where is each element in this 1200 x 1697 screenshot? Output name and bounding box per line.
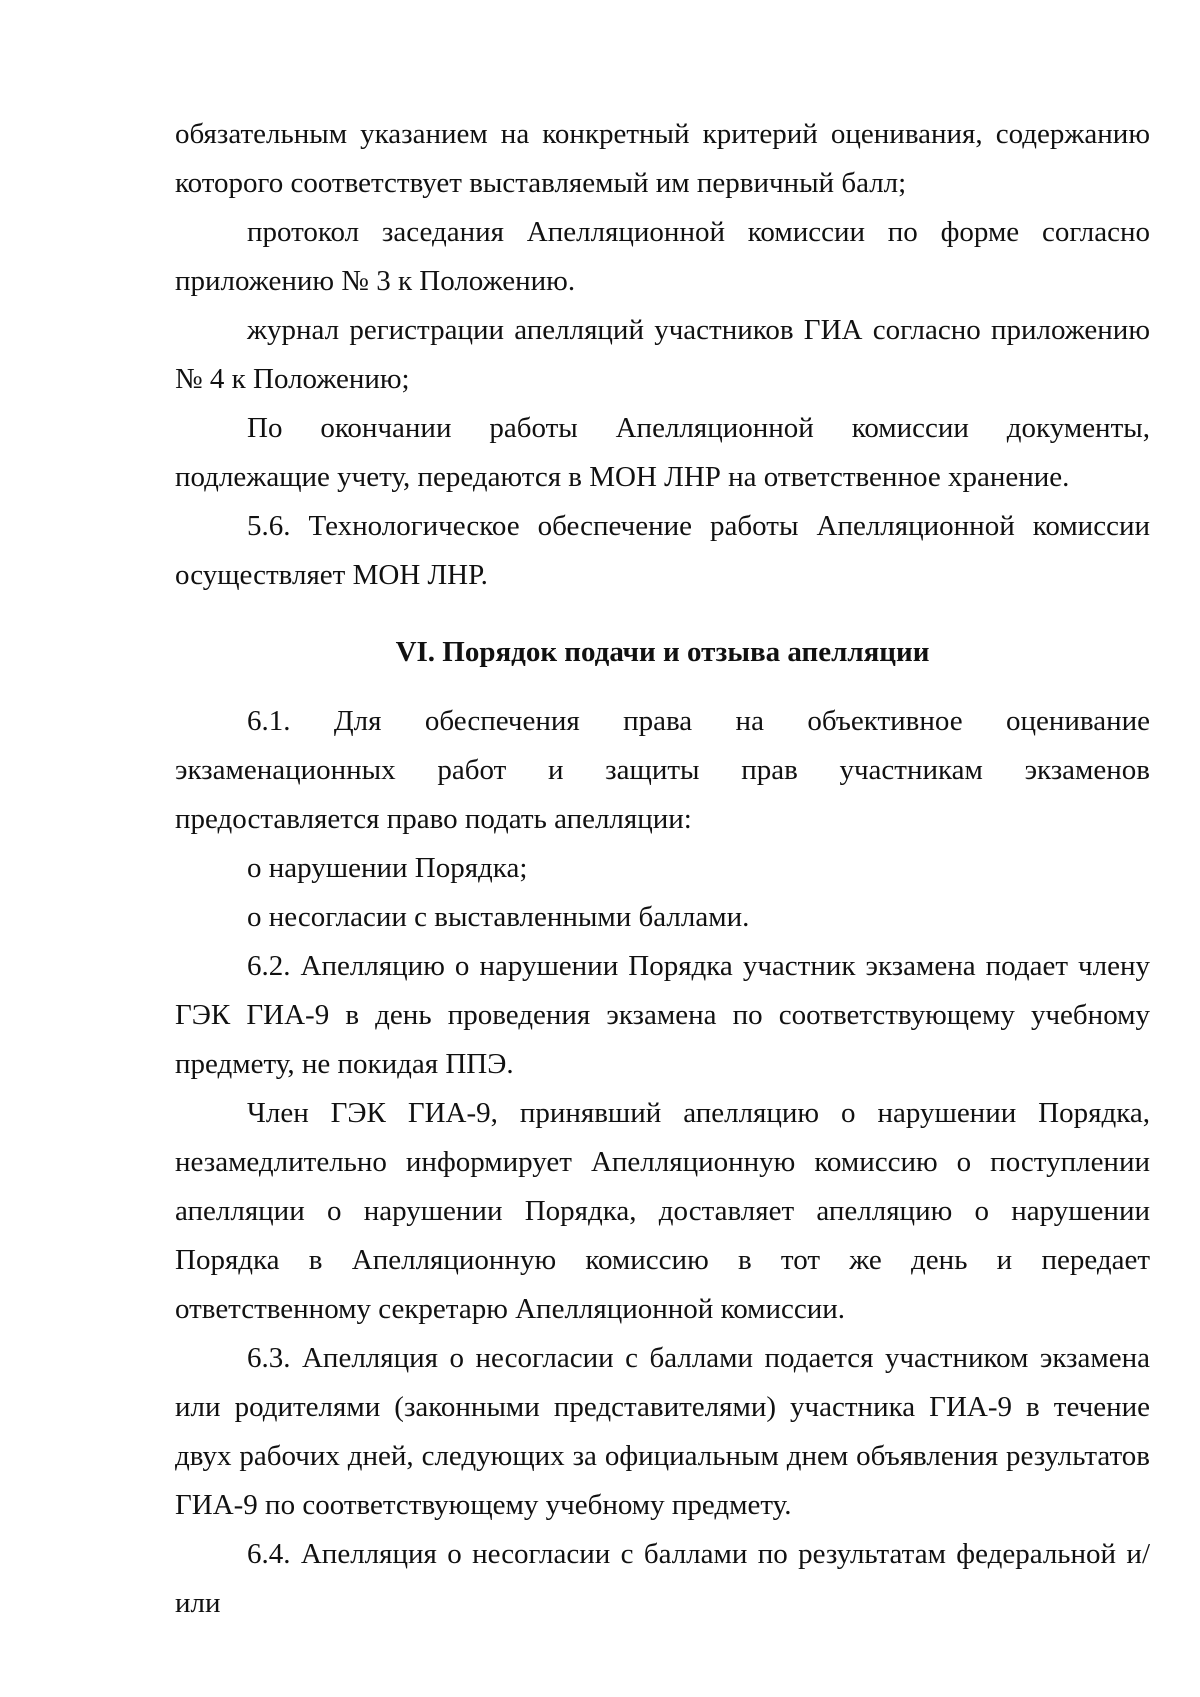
paragraph-6-3: 6.3. Апелляция о несогласии с баллами подается участником экзамена или родителями (законными представителями) участника ГИА-9 в течение двух рабочих дней, следующих за официальным днем объявления результатов ГИА-9 по соответствующему учебному предмету.	[175, 1342, 1150, 1521]
paragraph-criterion-continuation: обязательным указанием на конкретный критерий оценивания, содержанию которого соответствует выставляемый им первичный балл;	[175, 118, 1150, 199]
paragraph-disagreement-item: о несогласии с выставленными баллами.	[247, 901, 750, 933]
paragraph-violation-item: о нарушении Порядка;	[247, 852, 528, 884]
paragraph-6-2: 6.2. Апелляцию о нарушении Порядка участник экзамена подает члену ГЭК ГИА-9 в день проведения экзамена по соответствующему учебному предмету, не покидая ППЭ.	[175, 950, 1150, 1080]
paragraph-5-6: 5.6. Технологическое обеспечение работы Апелляционной комиссии осуществляет МОН ЛНР.	[175, 510, 1150, 591]
paragraph-gek-member: Член ГЭК ГИА-9, принявший апелляцию о нарушении Порядка, незамедлительно информирует Апелляционную комиссию о поступлении апелляции о нарушении Порядка, доставляет апелляцию о нарушении Порядка в Апелляционную комиссию в тот же день и передает ответственному секретарю Апелляционной комиссии.	[175, 1097, 1150, 1325]
paragraph-protocol: протокол заседания Апелляционной комиссии по форме согласно приложению № 3 к Положению.	[175, 216, 1150, 297]
paragraph-journal: журнал регистрации апелляций участников ГИА согласно приложению № 4 к Положению;	[175, 314, 1150, 395]
paragraph-6-4: 6.4. Апелляция о несогласии с баллами по результатам федеральной и/или	[175, 1538, 1150, 1619]
paragraph-6-1: 6.1. Для обеспечения права на объективное оценивание экзаменационных работ и защиты прав участникам экзаменов предоставляется право подать апелляции:	[175, 705, 1150, 835]
section-heading: VI. Порядок подачи и отзыва апелляции	[395, 636, 930, 668]
paragraph-archive: По окончании работы Апелляционной комиссии документы, подлежащие учету, передаются в МОН ЛНР на ответственное хранение.	[175, 412, 1150, 493]
document-body	[175, 110, 1150, 1628]
